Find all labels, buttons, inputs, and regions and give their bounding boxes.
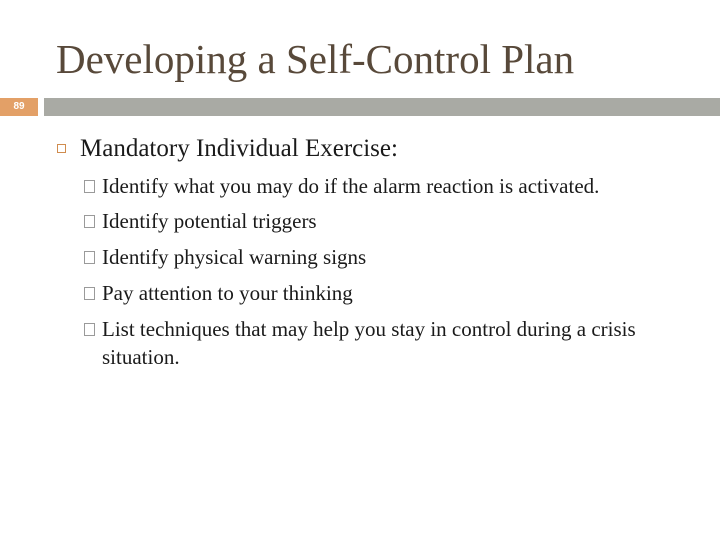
checkbox-bullet-icon [84, 215, 95, 228]
list-item [84, 315, 684, 371]
level1-bullet-text: Mandatory Individual Exercise: [80, 135, 398, 162]
hollow-square-bullet-icon [57, 144, 66, 153]
sub-bullet-list [84, 172, 684, 379]
level1-bullet-item [57, 134, 398, 164]
list-item [84, 279, 684, 307]
list-item [84, 172, 684, 200]
accent-bar-gray [44, 98, 720, 116]
checkbox-bullet-icon [84, 251, 95, 264]
list-item-text: Identify physical warning signs [102, 245, 367, 269]
list-item-text: Pay attention to your thinking [102, 281, 353, 305]
list-item-text: Identify what you may do if the alarm reaction is activated. [102, 174, 600, 198]
checkbox-bullet-icon [84, 323, 95, 336]
page-number: 89 [13, 101, 25, 112]
list-item [84, 243, 684, 271]
list-item-text: Identify potential triggers [102, 209, 317, 233]
checkbox-bullet-icon [84, 287, 95, 300]
list-item [84, 207, 684, 235]
slide-title: Developing a Self-Control Plan [56, 36, 575, 82]
list-item-text: List techniques that may help you stay in control during a crisis situation. [102, 317, 636, 369]
checkbox-bullet-icon [84, 180, 95, 193]
